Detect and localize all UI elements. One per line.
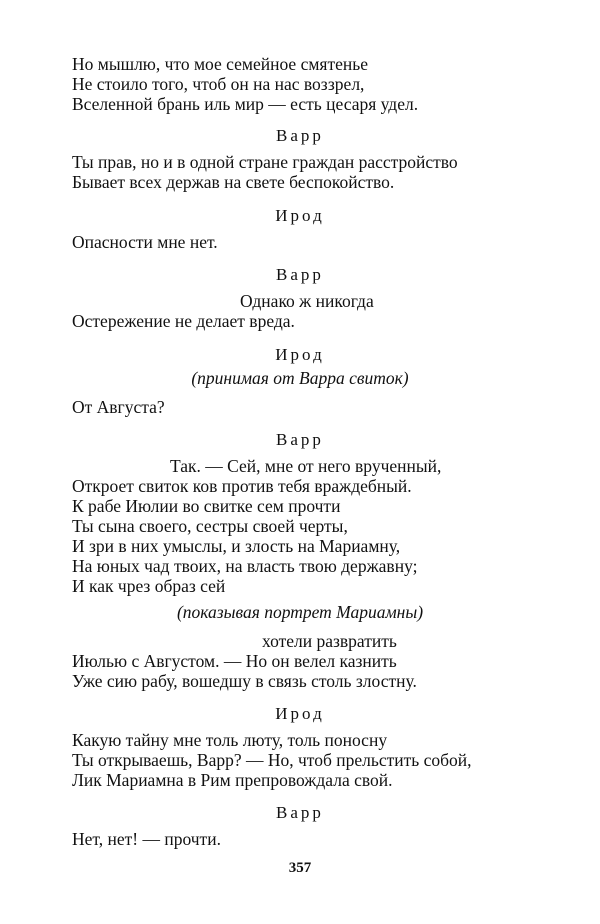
verse-line: К рабе Июлии во свитке сем прочти <box>72 496 341 516</box>
verse-line: Но мышлю, что мое семейное смятенье <box>72 54 368 74</box>
speaker-name: Ирод <box>275 345 325 364</box>
speaker-name: Ирод <box>275 206 325 225</box>
verse-line: Ты открываешь, Варр? — Но, чтоб прельстить собой, <box>72 750 472 770</box>
verse-line: хотели развратить <box>262 631 397 651</box>
verse-line: Опасности мне нет. <box>72 232 218 252</box>
verse-line: Ты сына своего, сестры своей черты, <box>72 516 348 536</box>
verse-line: Нет, нет! — прочти. <box>72 829 221 849</box>
verse-line: На юных чад твоих, на власть твою державну; <box>72 556 418 576</box>
verse-line: Бывает всех держав на свете беспокойство. <box>72 172 395 192</box>
verse-line: И зри в них умыслы, и злость на Мариамну, <box>72 536 401 556</box>
speaker-name: Варр <box>276 430 324 449</box>
verse-line: Так. — Сей, мне от него врученный, <box>170 456 442 476</box>
verse-line: Уже сию рабу, вошедшу в связь столь злостну. <box>72 671 417 691</box>
verse-line: Не стоило того, чтоб он на нас воззрел, <box>72 74 365 94</box>
verse-line: Остережение не делает вреда. <box>72 311 295 331</box>
verse-line: Вселенной брань иль мир — есть цесаря удел. <box>72 94 419 114</box>
page-number: 357 <box>288 860 312 876</box>
verse-line: Ты прав, но и в одной стране граждан расстройство <box>72 152 458 172</box>
speaker-name: Ирод <box>275 704 325 723</box>
stage-direction: (принимая от Варра свиток) <box>191 368 409 388</box>
speaker-name: Варр <box>276 803 324 822</box>
verse-line: Июлью с Августом. — Но он велел казнить <box>72 651 397 671</box>
verse-line: И как чрез образ сей <box>72 576 226 596</box>
verse-line: Лик Мариамна в Рим препровождала свой. <box>72 770 393 790</box>
speaker-name: Варр <box>276 265 324 284</box>
verse-line: От Августа? <box>72 397 165 417</box>
verse-line: Какую тайну мне толь люту, толь поносну <box>72 730 388 750</box>
verse-line: Откроет свиток ков против тебя враждебный. <box>72 476 412 496</box>
verse-line: Однако ж никогда <box>240 291 374 311</box>
stage-direction: (показывая портрет Мариамны) <box>176 602 424 622</box>
speaker-name: Варр <box>276 126 324 145</box>
